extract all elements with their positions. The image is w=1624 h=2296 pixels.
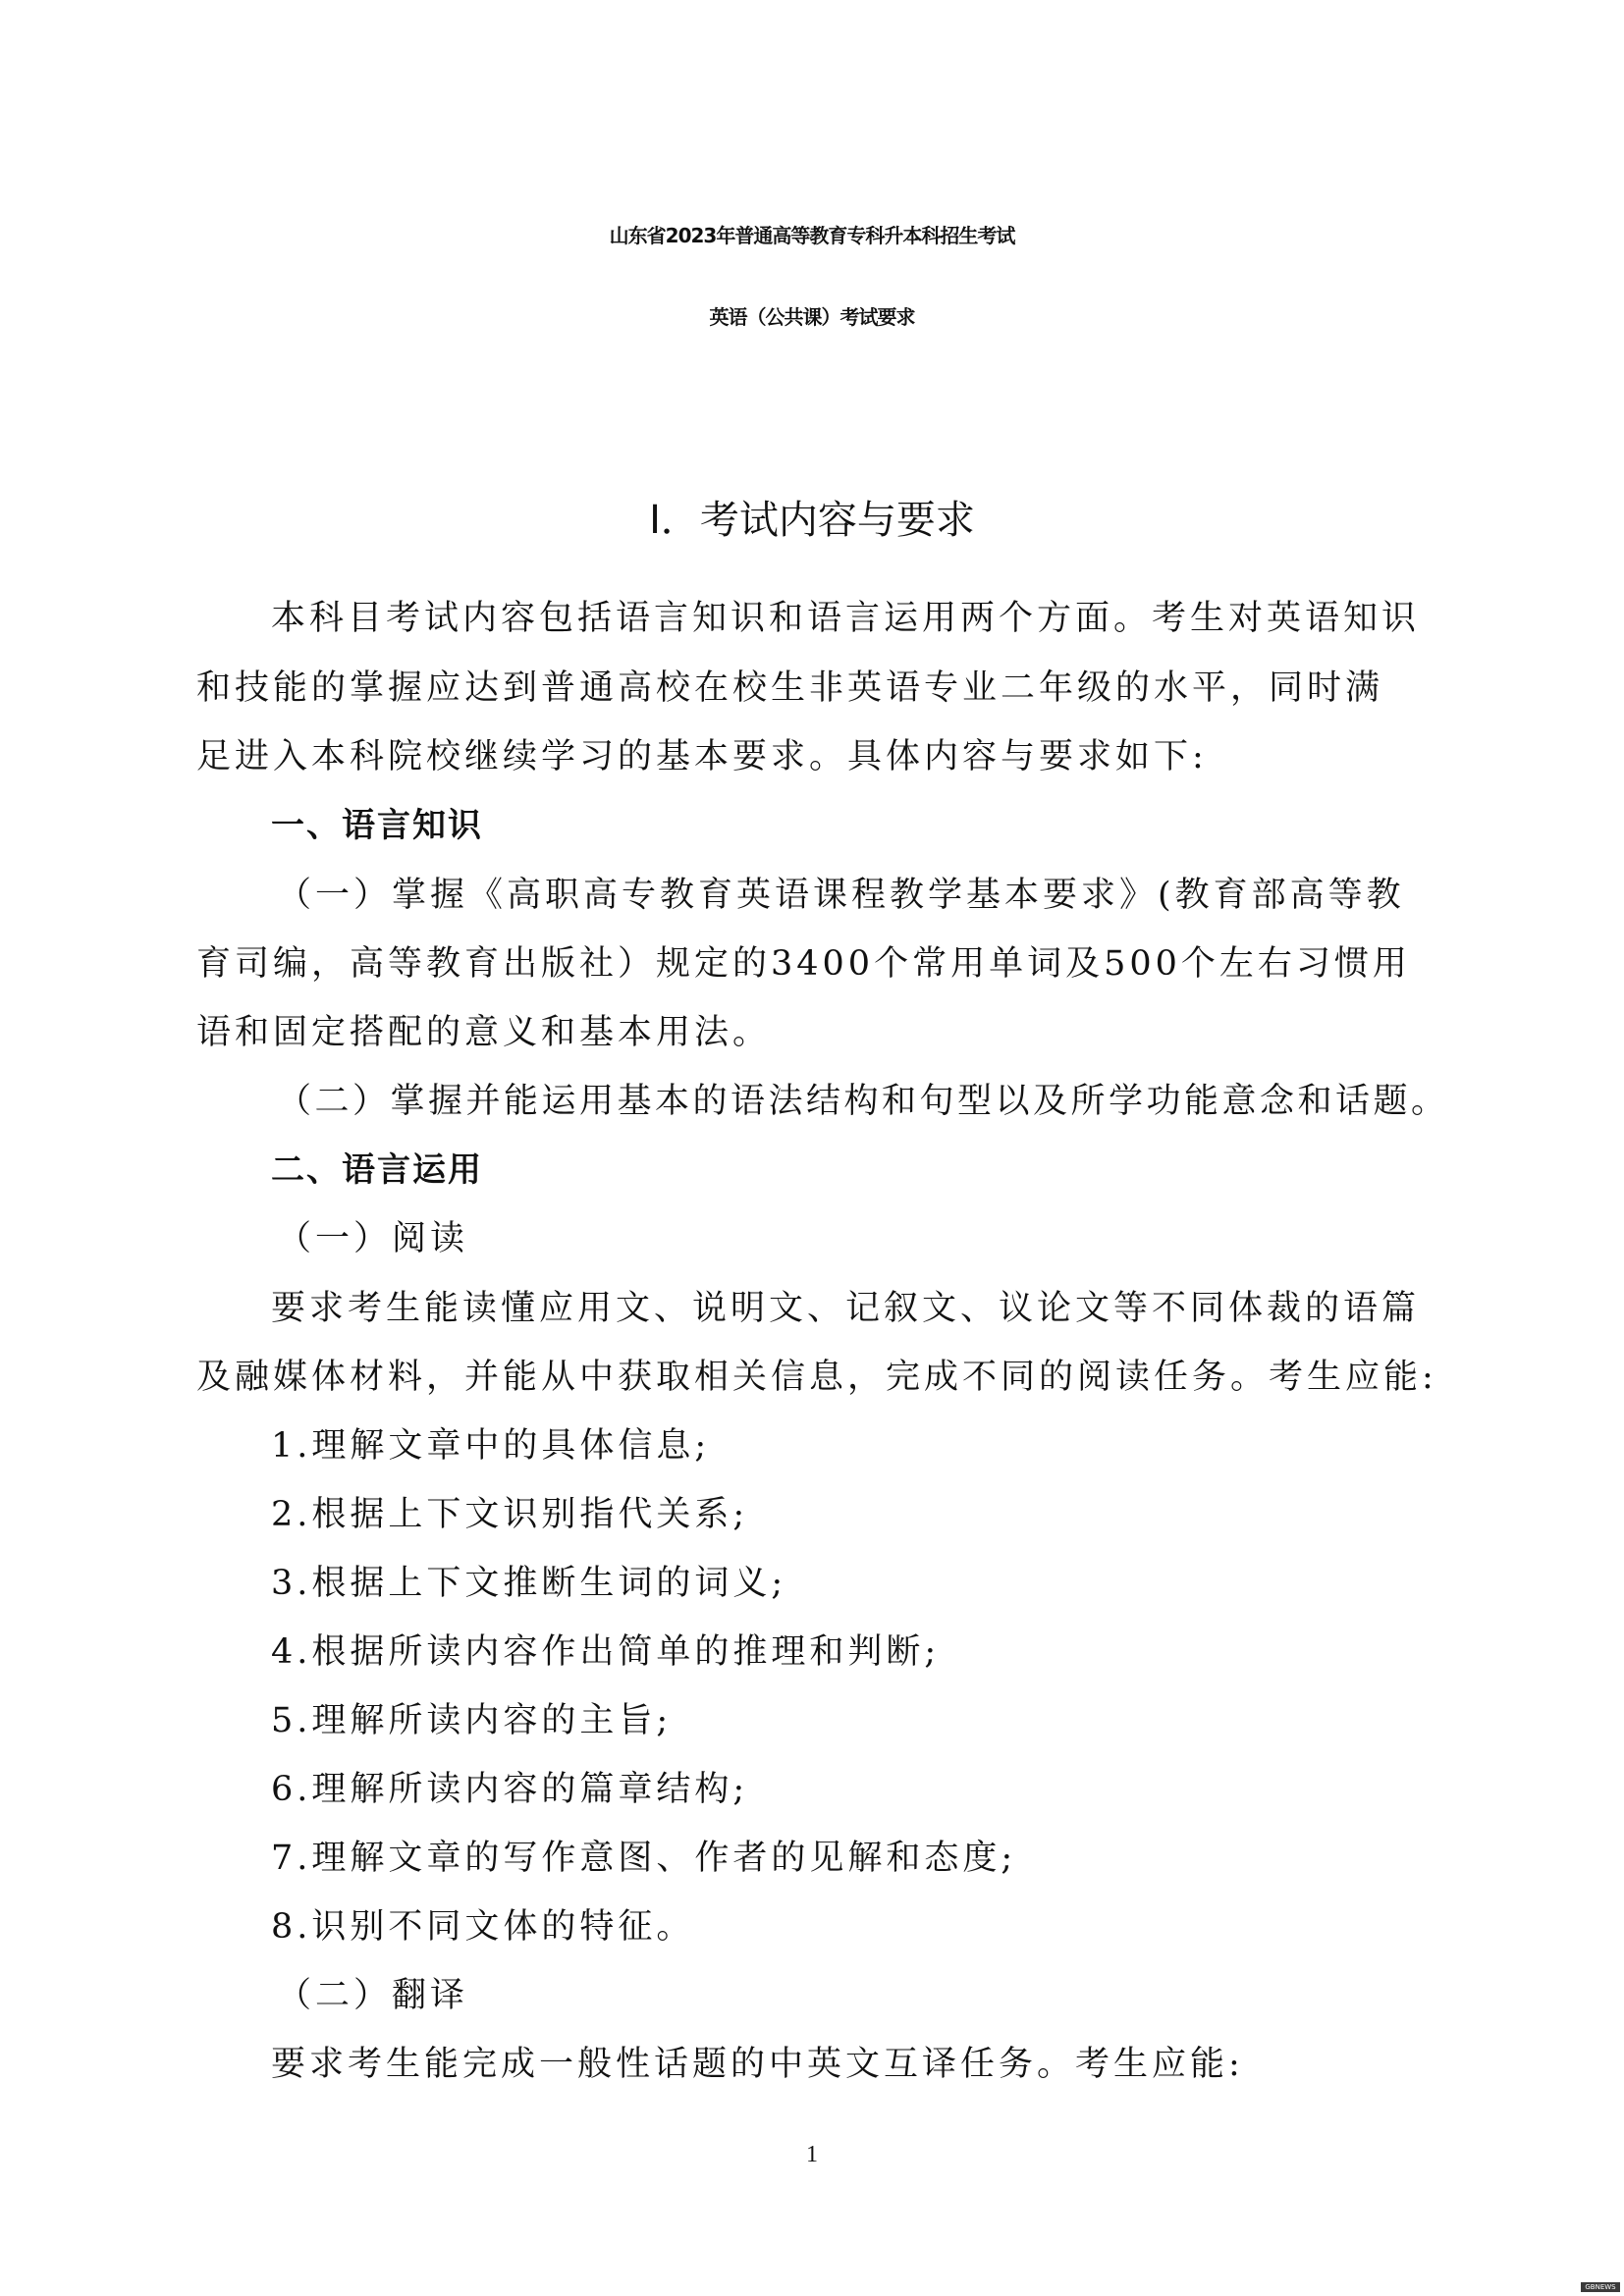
knowledge-item-1-line-1: （一）掌握《高职高专教育英语课程教学基本要求》(教育部高等教: [277, 876, 1405, 915]
reading-item-7: 7.理解文章的写作意图、作者的见解和态度;: [271, 1839, 1017, 1878]
subheading-translation: （二）翻译: [277, 1976, 469, 2015]
reading-item-8: 8.识别不同文体的特征。: [271, 1907, 695, 1947]
reading-paragraph-line-2: 及融媒体材料，并能从中获取相关信息，完成不同的阅读任务。考生应能:: [196, 1358, 1437, 1397]
heading-language-knowledge: 一、语言知识: [271, 806, 483, 845]
reading-item-5: 5.理解所读内容的主旨;: [271, 1701, 673, 1740]
document-title-line-2: 英语（公共课）考试要求: [709, 305, 915, 329]
heading-language-use: 二、语言运用: [271, 1150, 483, 1190]
reading-item-6: 6.理解所读内容的篇章结构;: [271, 1770, 749, 1809]
reading-item-1: 1.理解文章中的具体信息;: [271, 1426, 711, 1466]
section-heading: I．考试内容与要求: [649, 498, 975, 543]
reading-item-4: 4.根据所读内容作出简单的推理和判断;: [271, 1632, 941, 1672]
intro-paragraph-line-1: 本科目考试内容包括语言知识和语言运用两个方面。考生对英语知识: [271, 599, 1421, 638]
document-title-line-1: 山东省2023年普通高等教育专科升本科招生考试: [609, 224, 1015, 247]
intro-paragraph-line-2: 和技能的掌握应达到普通高校在校生非英语专业二年级的水平，同时满: [196, 668, 1384, 708]
translation-paragraph: 要求考生能完成一般性话题的中英文互译任务。考生应能:: [271, 2045, 1244, 2084]
intro-paragraph-line-3: 足进入本科院校继续学习的基本要求。具体内容与要求如下:: [196, 737, 1208, 776]
page-number: 1: [806, 2142, 818, 2167]
reading-item-3: 3.根据上下文推断生词的词义;: [271, 1564, 787, 1603]
reading-item-2: 2.根据上下文识别指代关系;: [271, 1495, 749, 1534]
knowledge-item-2: （二）掌握并能运用基本的语法结构和句型以及所学功能意念和话题。: [277, 1082, 1449, 1121]
watermark-logo: GBNEWS: [1581, 2282, 1620, 2292]
reading-paragraph-line-1: 要求考生能读懂应用文、说明文、记叙文、议论文等不同体裁的语篇: [271, 1289, 1421, 1328]
knowledge-item-1-line-3: 语和固定搭配的意义和基本用法。: [196, 1013, 772, 1052]
subheading-reading: （一）阅读: [277, 1219, 469, 1258]
knowledge-item-1-line-2: 育司编，高等教育出版社）规定的3400个常用单词及500个左右习惯用: [196, 944, 1411, 984]
